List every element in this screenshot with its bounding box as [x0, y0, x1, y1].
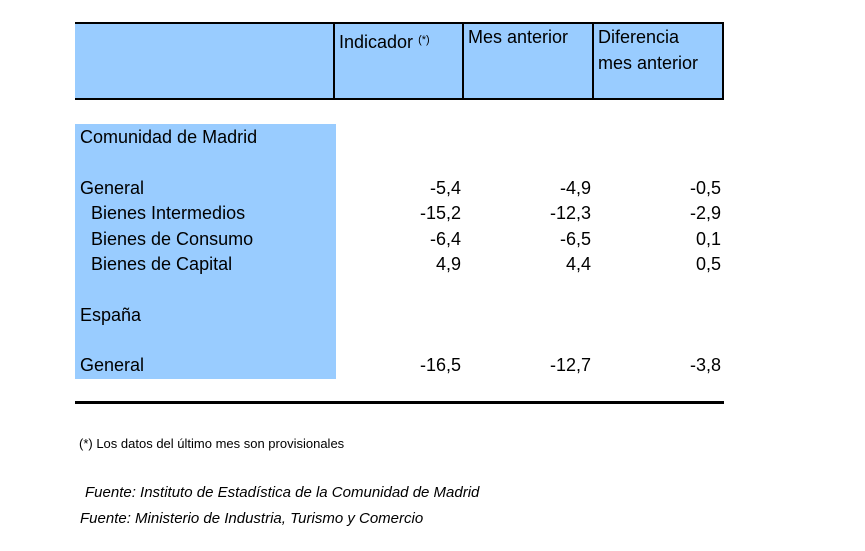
- cell-diferencia: -0,5: [689, 178, 721, 198]
- cell-indicador: 4,9: [435, 254, 461, 274]
- table-bottom-rule: [75, 401, 724, 404]
- cell-indicador: -6,4: [429, 229, 461, 249]
- cell-mes-anterior: -12,7: [549, 355, 591, 375]
- row-label: Bienes de Capital: [91, 254, 233, 274]
- cell-diferencia: 0,1: [695, 229, 721, 249]
- row-label: General: [80, 178, 145, 198]
- cell-mes-anterior: -4,9: [559, 178, 591, 198]
- footnote: (*) Los datos del último mes son provisionales: [79, 436, 345, 451]
- header-indicador-superscript: (*): [418, 34, 430, 46]
- cell-diferencia: 0,5: [695, 254, 721, 274]
- cell-indicador: -15,2: [419, 203, 461, 223]
- header-indicador: [339, 29, 430, 55]
- header-divider: [592, 22, 594, 100]
- header-mes-anterior: Mes anterior: [468, 27, 569, 47]
- label-column: [75, 124, 336, 379]
- cell-diferencia: -3,8: [689, 355, 721, 375]
- row-label: Bienes de Consumo: [91, 229, 254, 249]
- row-label: General: [80, 355, 145, 375]
- cell-mes-anterior: -6,5: [559, 229, 591, 249]
- header-indicador-label: Indicador: [339, 32, 414, 52]
- cell-indicador: -5,4: [429, 178, 461, 198]
- header-diferencia-line2: mes anterior: [598, 53, 699, 73]
- row-label: Bienes Intermedios: [91, 203, 246, 223]
- region-title-espana: España: [80, 305, 142, 325]
- cell-mes-anterior: -12,3: [549, 203, 591, 223]
- header-divider: [462, 22, 464, 100]
- header-diferencia-line1: Diferencia: [598, 27, 680, 47]
- cell-mes-anterior: 4,4: [565, 254, 591, 274]
- source-line: Fuente: Instituto de Estadística de la Comunidad de Madrid: [85, 484, 480, 501]
- region-title-madrid: Comunidad de Madrid: [80, 127, 258, 147]
- header-divider: [722, 22, 724, 100]
- cell-diferencia: -2,9: [689, 203, 721, 223]
- cell-indicador: -16,5: [419, 355, 461, 375]
- source-line: Fuente: Ministerio de Industria, Turismo y Comercio: [80, 510, 424, 527]
- header-divider: [333, 22, 335, 100]
